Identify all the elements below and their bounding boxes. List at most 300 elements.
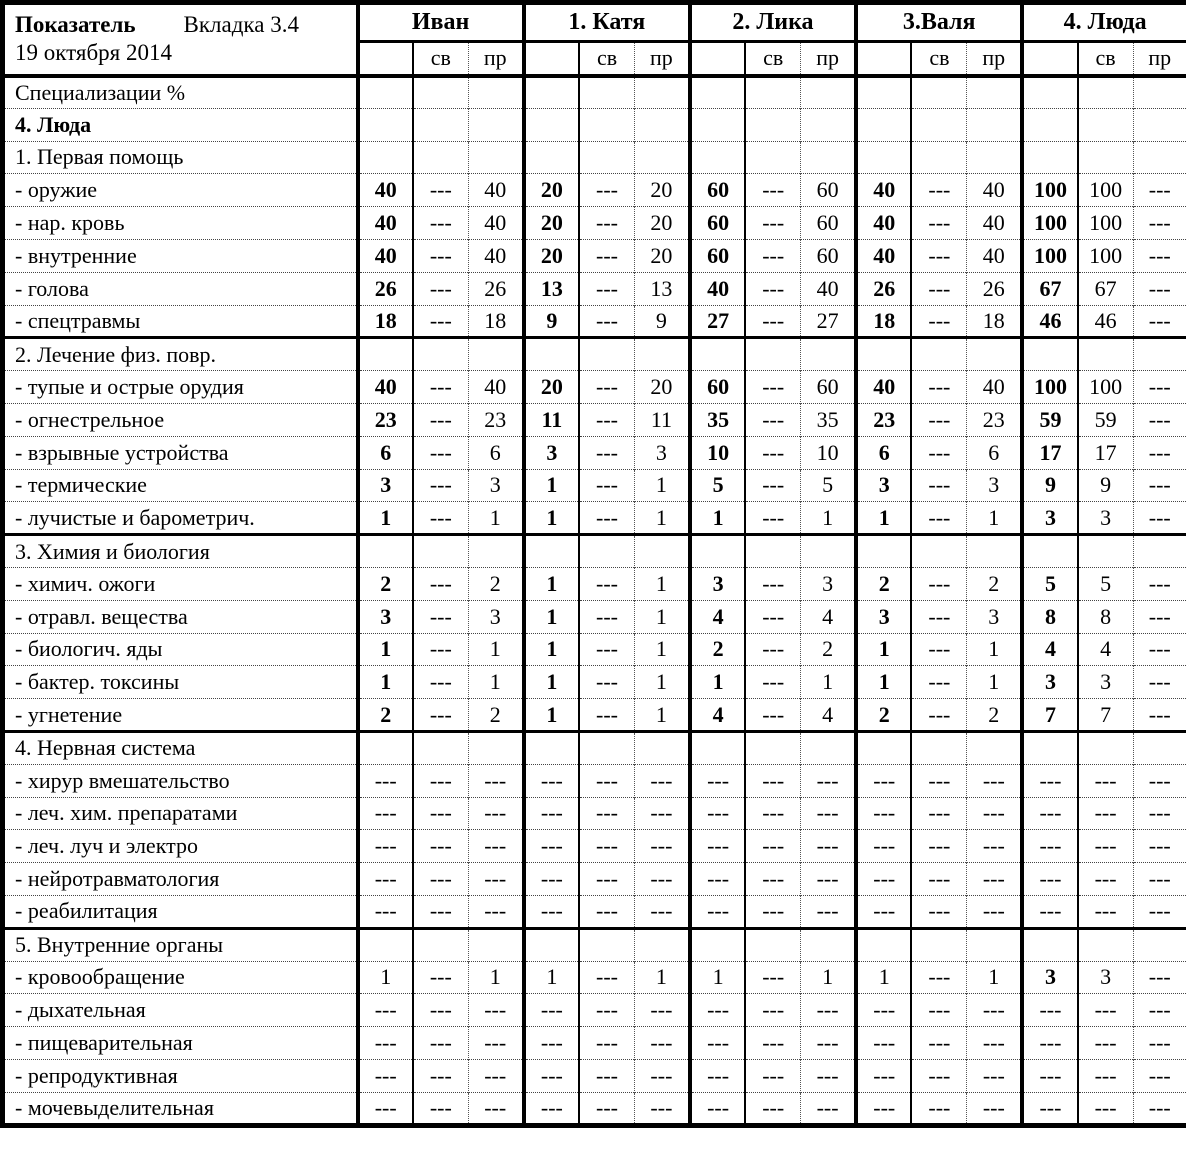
table-row	[3, 830, 1186, 863]
value-cell	[468, 76, 523, 109]
value-cell: 3	[801, 567, 856, 600]
row-label: - угнетение	[3, 699, 358, 732]
value-cell: ---	[579, 797, 634, 830]
value-cell: 60	[690, 174, 745, 207]
table-row	[3, 141, 1186, 174]
value-cell: ---	[745, 272, 800, 305]
value-cell: ---	[1133, 633, 1186, 666]
value-cell: ---	[856, 1027, 911, 1060]
table-row	[3, 961, 1186, 994]
value-cell	[1022, 76, 1077, 109]
value-cell: ---	[801, 895, 856, 928]
value-cell: 18	[856, 305, 911, 338]
value-cell: ---	[358, 830, 413, 863]
value-cell: ---	[801, 764, 856, 797]
value-cell	[634, 338, 689, 371]
value-cell: ---	[801, 1027, 856, 1060]
value-cell	[1078, 108, 1133, 141]
value-cell: 1	[967, 502, 1022, 535]
value-cell: 1	[634, 567, 689, 600]
value-cell	[579, 338, 634, 371]
value-cell: 40	[856, 174, 911, 207]
value-cell: 1	[358, 502, 413, 535]
value-cell: 40	[690, 272, 745, 305]
value-cell	[1022, 731, 1077, 764]
value-cell	[413, 338, 468, 371]
value-cell	[690, 535, 745, 568]
value-cell: ---	[1022, 994, 1077, 1027]
value-cell: 2	[690, 633, 745, 666]
value-cell	[524, 928, 579, 961]
value-cell: 4	[801, 699, 856, 732]
value-cell	[856, 535, 911, 568]
value-cell: ---	[1133, 403, 1186, 436]
value-cell: ---	[911, 502, 966, 535]
value-cell: 100	[1022, 207, 1077, 240]
value-cell: ---	[911, 567, 966, 600]
value-cell: 67	[1022, 272, 1077, 305]
value-cell: ---	[413, 469, 468, 502]
value-cell: 18	[468, 305, 523, 338]
value-cell: ---	[579, 272, 634, 305]
value-cell	[745, 731, 800, 764]
value-cell: ---	[1078, 1059, 1133, 1092]
table-row	[3, 174, 1186, 207]
value-cell: ---	[745, 174, 800, 207]
row-label: - взрывные устройства	[3, 436, 358, 469]
value-cell: ---	[1133, 797, 1186, 830]
subcol-pr-header: пр	[967, 42, 1022, 76]
value-cell: 4	[801, 600, 856, 633]
subcol-pr-header: пр	[801, 42, 856, 76]
value-cell	[524, 535, 579, 568]
value-cell: ---	[1022, 1092, 1077, 1125]
value-cell: 9	[1078, 469, 1133, 502]
value-cell: ---	[634, 1092, 689, 1125]
row-label: - дыхательная	[3, 994, 358, 1027]
value-cell: ---	[745, 1027, 800, 1060]
value-cell	[634, 108, 689, 141]
value-cell: 40	[967, 239, 1022, 272]
value-cell: 35	[801, 403, 856, 436]
table-row	[3, 305, 1186, 338]
table-row	[3, 699, 1186, 732]
value-cell: ---	[413, 666, 468, 699]
value-cell: ---	[579, 469, 634, 502]
value-cell: ---	[967, 994, 1022, 1027]
value-cell: 60	[801, 207, 856, 240]
value-cell: 20	[524, 174, 579, 207]
value-cell: ---	[745, 863, 800, 896]
value-cell	[967, 108, 1022, 141]
value-cell	[745, 928, 800, 961]
value-cell	[579, 108, 634, 141]
subcol-pr-header: пр	[634, 42, 689, 76]
value-cell: ---	[579, 305, 634, 338]
value-cell: 1	[801, 502, 856, 535]
row-label: - леч. луч и электро	[3, 830, 358, 863]
value-cell: ---	[468, 1059, 523, 1092]
value-cell	[358, 731, 413, 764]
value-cell: ---	[524, 830, 579, 863]
value-cell: ---	[690, 994, 745, 1027]
row-label: 5. Внутренние органы	[3, 928, 358, 961]
value-cell: ---	[745, 371, 800, 404]
value-cell: ---	[524, 895, 579, 928]
value-cell: ---	[745, 961, 800, 994]
table-row	[3, 863, 1186, 896]
value-cell: ---	[634, 797, 689, 830]
value-cell: ---	[745, 502, 800, 535]
value-cell: 3	[856, 600, 911, 633]
value-cell: ---	[1078, 895, 1133, 928]
value-cell: ---	[1022, 895, 1077, 928]
value-cell: ---	[1022, 863, 1077, 896]
value-cell: ---	[911, 600, 966, 633]
value-cell: 6	[967, 436, 1022, 469]
value-cell	[967, 76, 1022, 109]
value-cell: ---	[911, 666, 966, 699]
value-cell: ---	[690, 895, 745, 928]
value-cell: ---	[579, 633, 634, 666]
value-cell: ---	[524, 797, 579, 830]
value-cell: ---	[524, 863, 579, 896]
value-cell: ---	[856, 830, 911, 863]
value-cell: ---	[690, 863, 745, 896]
value-cell	[468, 141, 523, 174]
value-cell	[690, 731, 745, 764]
value-cell: 1	[524, 666, 579, 699]
value-cell: ---	[413, 403, 468, 436]
value-cell: ---	[468, 895, 523, 928]
person-header-1: Иван	[358, 3, 524, 42]
value-cell: ---	[413, 1059, 468, 1092]
value-cell: 40	[468, 174, 523, 207]
value-cell: ---	[911, 207, 966, 240]
value-cell: 27	[690, 305, 745, 338]
tab-label: Вкладка 3.4	[183, 12, 299, 38]
subcol-sv-header: св	[413, 42, 468, 76]
value-cell: ---	[856, 895, 911, 928]
table-row	[3, 928, 1186, 961]
value-cell: ---	[911, 633, 966, 666]
value-cell: ---	[967, 797, 1022, 830]
value-cell: 6	[468, 436, 523, 469]
value-cell	[524, 731, 579, 764]
value-cell: ---	[690, 1027, 745, 1060]
value-cell: 100	[1022, 239, 1077, 272]
value-cell	[1133, 76, 1186, 109]
value-cell: 100	[1078, 239, 1133, 272]
value-cell: 20	[634, 207, 689, 240]
value-cell: 60	[801, 371, 856, 404]
value-cell: ---	[579, 371, 634, 404]
value-cell: ---	[1133, 371, 1186, 404]
value-cell	[801, 731, 856, 764]
row-label: - лучистые и барометрич.	[3, 502, 358, 535]
value-cell	[579, 928, 634, 961]
value-cell: ---	[911, 863, 966, 896]
value-cell: ---	[911, 371, 966, 404]
value-cell: 1	[524, 567, 579, 600]
table-row	[3, 666, 1186, 699]
value-cell: 100	[1078, 207, 1133, 240]
value-cell: ---	[911, 699, 966, 732]
table-row	[3, 535, 1186, 568]
value-cell: ---	[579, 830, 634, 863]
corner-title-line	[15, 12, 348, 38]
subcol-sv-header: св	[1078, 42, 1133, 76]
value-cell: ---	[358, 863, 413, 896]
value-cell: 23	[967, 403, 1022, 436]
value-cell	[468, 108, 523, 141]
value-cell: 1	[690, 961, 745, 994]
value-cell: 23	[856, 403, 911, 436]
value-cell	[745, 108, 800, 141]
value-cell: ---	[524, 764, 579, 797]
value-cell: 100	[1022, 174, 1077, 207]
value-cell: 1	[634, 699, 689, 732]
value-cell: ---	[911, 961, 966, 994]
value-cell	[690, 928, 745, 961]
subcol-main-header	[690, 42, 745, 76]
table-row	[3, 1059, 1186, 1092]
value-cell: ---	[1133, 863, 1186, 896]
value-cell: 3	[634, 436, 689, 469]
value-cell: ---	[1133, 305, 1186, 338]
person-header-3: 2. Лика	[690, 3, 856, 42]
value-cell: 20	[634, 239, 689, 272]
person-header-5: 4. Люда	[1022, 3, 1186, 42]
value-cell: 1	[468, 502, 523, 535]
value-cell	[1133, 338, 1186, 371]
value-cell: 40	[358, 174, 413, 207]
value-cell: ---	[967, 863, 1022, 896]
value-cell: ---	[745, 1059, 800, 1092]
value-cell: ---	[967, 1092, 1022, 1125]
row-label: - тупые и острые орудия	[3, 371, 358, 404]
value-cell: 40	[856, 239, 911, 272]
value-cell: 2	[801, 633, 856, 666]
value-cell	[1133, 731, 1186, 764]
value-cell	[358, 535, 413, 568]
value-cell: ---	[745, 436, 800, 469]
value-cell: 46	[1078, 305, 1133, 338]
value-cell	[413, 141, 468, 174]
value-cell: 10	[690, 436, 745, 469]
value-cell: 5	[690, 469, 745, 502]
value-cell: ---	[967, 1027, 1022, 1060]
value-cell: 20	[524, 239, 579, 272]
value-cell: ---	[413, 272, 468, 305]
value-cell	[358, 928, 413, 961]
value-cell: ---	[579, 436, 634, 469]
value-cell: 1	[967, 633, 1022, 666]
value-cell: ---	[1133, 1027, 1186, 1060]
value-cell: 59	[1078, 403, 1133, 436]
value-cell: ---	[1133, 1092, 1186, 1125]
value-cell: ---	[911, 1027, 966, 1060]
value-cell: ---	[579, 961, 634, 994]
value-cell: 27	[801, 305, 856, 338]
value-cell: ---	[413, 633, 468, 666]
value-cell	[967, 338, 1022, 371]
row-label: - бактер. токсины	[3, 666, 358, 699]
value-cell: ---	[1133, 895, 1186, 928]
value-cell: ---	[579, 895, 634, 928]
value-cell: 2	[856, 699, 911, 732]
value-cell	[1022, 141, 1077, 174]
value-cell: 67	[1078, 272, 1133, 305]
value-cell: 13	[524, 272, 579, 305]
table-row	[3, 272, 1186, 305]
value-cell: ---	[690, 1059, 745, 1092]
value-cell: ---	[634, 994, 689, 1027]
value-cell: 1	[524, 600, 579, 633]
row-label: 4. Люда	[3, 108, 358, 141]
value-cell: ---	[1078, 994, 1133, 1027]
value-cell	[413, 731, 468, 764]
value-cell: 3	[1022, 502, 1077, 535]
value-cell: ---	[745, 600, 800, 633]
value-cell: 40	[468, 207, 523, 240]
table-row	[3, 469, 1186, 502]
value-cell: ---	[524, 1092, 579, 1125]
value-cell: ---	[413, 1027, 468, 1060]
value-cell: 3	[856, 469, 911, 502]
value-cell	[801, 141, 856, 174]
value-cell	[856, 928, 911, 961]
value-cell	[1133, 108, 1186, 141]
value-cell: 3	[358, 469, 413, 502]
value-cell: 23	[468, 403, 523, 436]
value-cell: 1	[634, 961, 689, 994]
value-cell: ---	[1133, 174, 1186, 207]
value-cell: 13	[634, 272, 689, 305]
person-header-4: 3.Валя	[856, 3, 1022, 42]
value-cell: ---	[745, 469, 800, 502]
value-cell: 1	[856, 961, 911, 994]
value-cell	[1022, 535, 1077, 568]
value-cell: ---	[579, 567, 634, 600]
value-cell: 20	[524, 207, 579, 240]
value-cell: ---	[1133, 567, 1186, 600]
value-cell: ---	[413, 764, 468, 797]
value-cell: ---	[358, 797, 413, 830]
value-cell: ---	[801, 797, 856, 830]
row-label: 1. Первая помощь	[3, 141, 358, 174]
subcol-main-header	[1022, 42, 1077, 76]
value-cell: ---	[1022, 1059, 1077, 1092]
value-cell: ---	[911, 272, 966, 305]
value-cell: ---	[911, 1092, 966, 1125]
value-cell	[1133, 535, 1186, 568]
row-label: 2. Лечение физ. повр.	[3, 338, 358, 371]
value-cell: ---	[579, 699, 634, 732]
value-cell	[413, 928, 468, 961]
value-cell: 20	[634, 371, 689, 404]
value-cell	[1022, 338, 1077, 371]
value-cell: ---	[745, 1092, 800, 1125]
value-cell: 60	[801, 239, 856, 272]
value-cell: 100	[1078, 174, 1133, 207]
value-cell: 10	[801, 436, 856, 469]
value-cell	[1022, 928, 1077, 961]
row-label: - оружие	[3, 174, 358, 207]
value-cell: 2	[967, 699, 1022, 732]
value-cell: ---	[579, 863, 634, 896]
value-cell: ---	[1078, 863, 1133, 896]
value-cell	[413, 535, 468, 568]
value-cell: 26	[358, 272, 413, 305]
value-cell: 60	[690, 239, 745, 272]
value-cell: ---	[1022, 797, 1077, 830]
value-cell: ---	[745, 666, 800, 699]
value-cell: ---	[358, 994, 413, 1027]
value-cell: ---	[1133, 502, 1186, 535]
value-cell: ---	[468, 994, 523, 1027]
value-cell	[911, 731, 966, 764]
value-cell: ---	[413, 567, 468, 600]
value-cell: 3	[468, 600, 523, 633]
row-label: - спецтравмы	[3, 305, 358, 338]
value-cell: ---	[413, 600, 468, 633]
row-label: - реабилитация	[3, 895, 358, 928]
table-row	[3, 797, 1186, 830]
row-label: - внутренние	[3, 239, 358, 272]
value-cell	[967, 928, 1022, 961]
value-cell	[967, 141, 1022, 174]
value-cell: ---	[1133, 961, 1186, 994]
subcol-sv-header: св	[579, 42, 634, 76]
value-cell: 3	[524, 436, 579, 469]
value-cell: ---	[911, 469, 966, 502]
table-row	[3, 1027, 1186, 1060]
value-cell: 2	[856, 567, 911, 600]
row-label: - голова	[3, 272, 358, 305]
value-cell: ---	[413, 797, 468, 830]
value-cell: ---	[801, 994, 856, 1027]
value-cell: ---	[413, 1092, 468, 1125]
value-cell: ---	[690, 1092, 745, 1125]
row-label: - мочевыделительная	[3, 1092, 358, 1125]
row-label: - пищеварительная	[3, 1027, 358, 1060]
value-cell: ---	[634, 830, 689, 863]
value-cell: 35	[690, 403, 745, 436]
value-cell: 26	[967, 272, 1022, 305]
value-cell: 40	[358, 207, 413, 240]
value-cell: ---	[911, 994, 966, 1027]
value-cell: ---	[1022, 830, 1077, 863]
table-row	[3, 207, 1186, 240]
value-cell	[690, 338, 745, 371]
value-cell: ---	[1022, 764, 1077, 797]
value-cell: ---	[358, 764, 413, 797]
value-cell: ---	[911, 830, 966, 863]
value-cell: ---	[690, 764, 745, 797]
value-cell	[1078, 338, 1133, 371]
value-cell: ---	[358, 1092, 413, 1125]
row-label: - биологич. яды	[3, 633, 358, 666]
value-cell: 20	[524, 371, 579, 404]
value-cell: 7	[1078, 699, 1133, 732]
value-cell: 4	[690, 699, 745, 732]
value-cell: ---	[911, 1059, 966, 1092]
value-cell: ---	[856, 994, 911, 1027]
value-cell: 40	[358, 239, 413, 272]
row-label: - хирур вмешательство	[3, 764, 358, 797]
value-cell: ---	[1133, 666, 1186, 699]
